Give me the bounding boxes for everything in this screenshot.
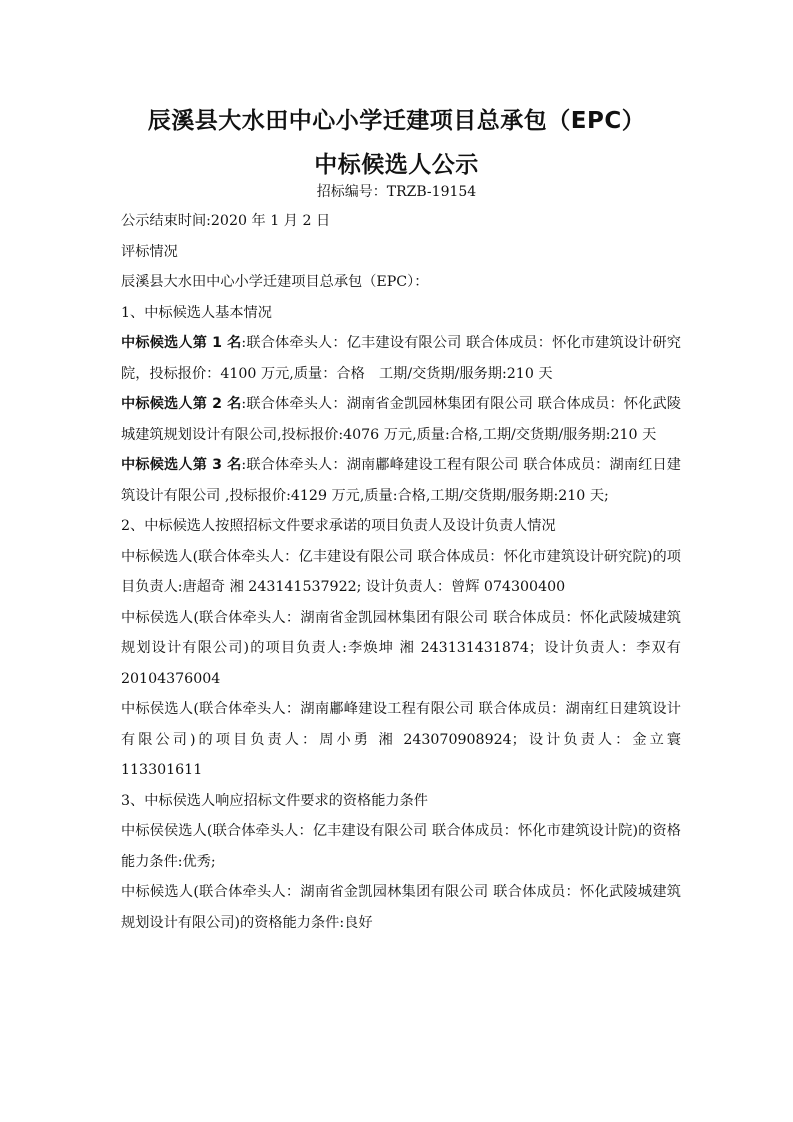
document-title-line-1: 辰溪县大水田中心小学迁建项目总承包（EPC）	[147, 108, 646, 134]
project-name-line: 辰溪县大水田中心小学迁建项目总承包（EPC）：	[121, 274, 429, 290]
candidate-3-paragraph	[121, 450, 681, 511]
section-3-item-1: 中标侯侯选人(联合体牵头人：亿丰建设有限公司 联合体成员：怀化市建筑设计院)的资格能力条件:优秀;	[121, 823, 681, 870]
candidate-2-text: :联合体牵头人：湖南省金凯园林集团有限公司 联合体成员：怀化武陵城建筑规划设计有限公司,投标报价:4076 万元,质量:合格,工期/交货期/服务期:210 天	[121, 396, 681, 443]
candidate-2-paragraph	[121, 389, 681, 450]
section-3-item-2: 中标候选人(联合体牵头人：湖南省金凯园林集团有限公司 联合体成员：怀化武陵城建筑规划设计有限公司)的资格能力条件:良好	[121, 884, 681, 931]
candidate-3-label: 中标候选人第 3 名	[121, 457, 242, 473]
publicity-end-time: 公示结束时间:2020 年 1 月 2 日	[121, 213, 331, 229]
bid-number: 招标编号：TRZB-19154	[316, 184, 477, 200]
candidate-3-text: :联合体牵头人：湖南鄘峰建设工程有限公司 联合体成员：湖南红日建筑设计有限公司 ,投标报价:4129 万元,质量:合格,工期/交货期/服务期:210 天;	[121, 457, 681, 504]
document-body	[121, 206, 681, 938]
candidate-2-label: 中标候选人第 2 名	[121, 396, 242, 412]
section-2-item-3: 中标侯选人(联合体牵头人：湖南鄘峰建设工程有限公司 联合体成员：湖南红日建筑设计有限公司)的项目负责人：周小勇 湘 243070908924；设计负责人：金立寰 113301611	[121, 701, 681, 778]
section-3-heading: 3、中标侯选人响应招标文件要求的资格能力条件	[121, 792, 428, 809]
evaluation-heading: 评标情况	[121, 243, 178, 260]
candidate-1-label: 中标候选人第 1 名	[121, 335, 242, 351]
candidate-1-text: :联合体牵头人：亿丰建设有限公司 联合体成员：怀化市建筑设计研究院，投标报价：4100 万元,质量：合格 工期/交货期/服务期:210 天	[121, 335, 681, 382]
section-2-item-1: 中标候选人(联合体牵头人：亿丰建设有限公司 联合体成员：怀化市建筑设计研究院)的项目负责人:唐超奇 湘 243141537922; 设计负责人：曾辉 074300400	[121, 548, 681, 595]
section-1-heading: 1、中标候选人基本情况	[121, 304, 272, 321]
section-2-heading: 2、中标候选人按照招标文件要求承诺的项目负责人及设计负责人情况	[121, 518, 556, 534]
candidate-1-paragraph	[121, 328, 681, 389]
document-title-line-2: 中标候选人公示	[314, 152, 479, 178]
section-2-item-2: 中标侯选人(联合体牵头人：湖南省金凯园林集团有限公司 联合体成员：怀化武陵城建筑规划设计有限公司)的项目负责人:李焕坤 湘 243131431874；设计负责人：李双有 20104376004	[121, 609, 681, 687]
